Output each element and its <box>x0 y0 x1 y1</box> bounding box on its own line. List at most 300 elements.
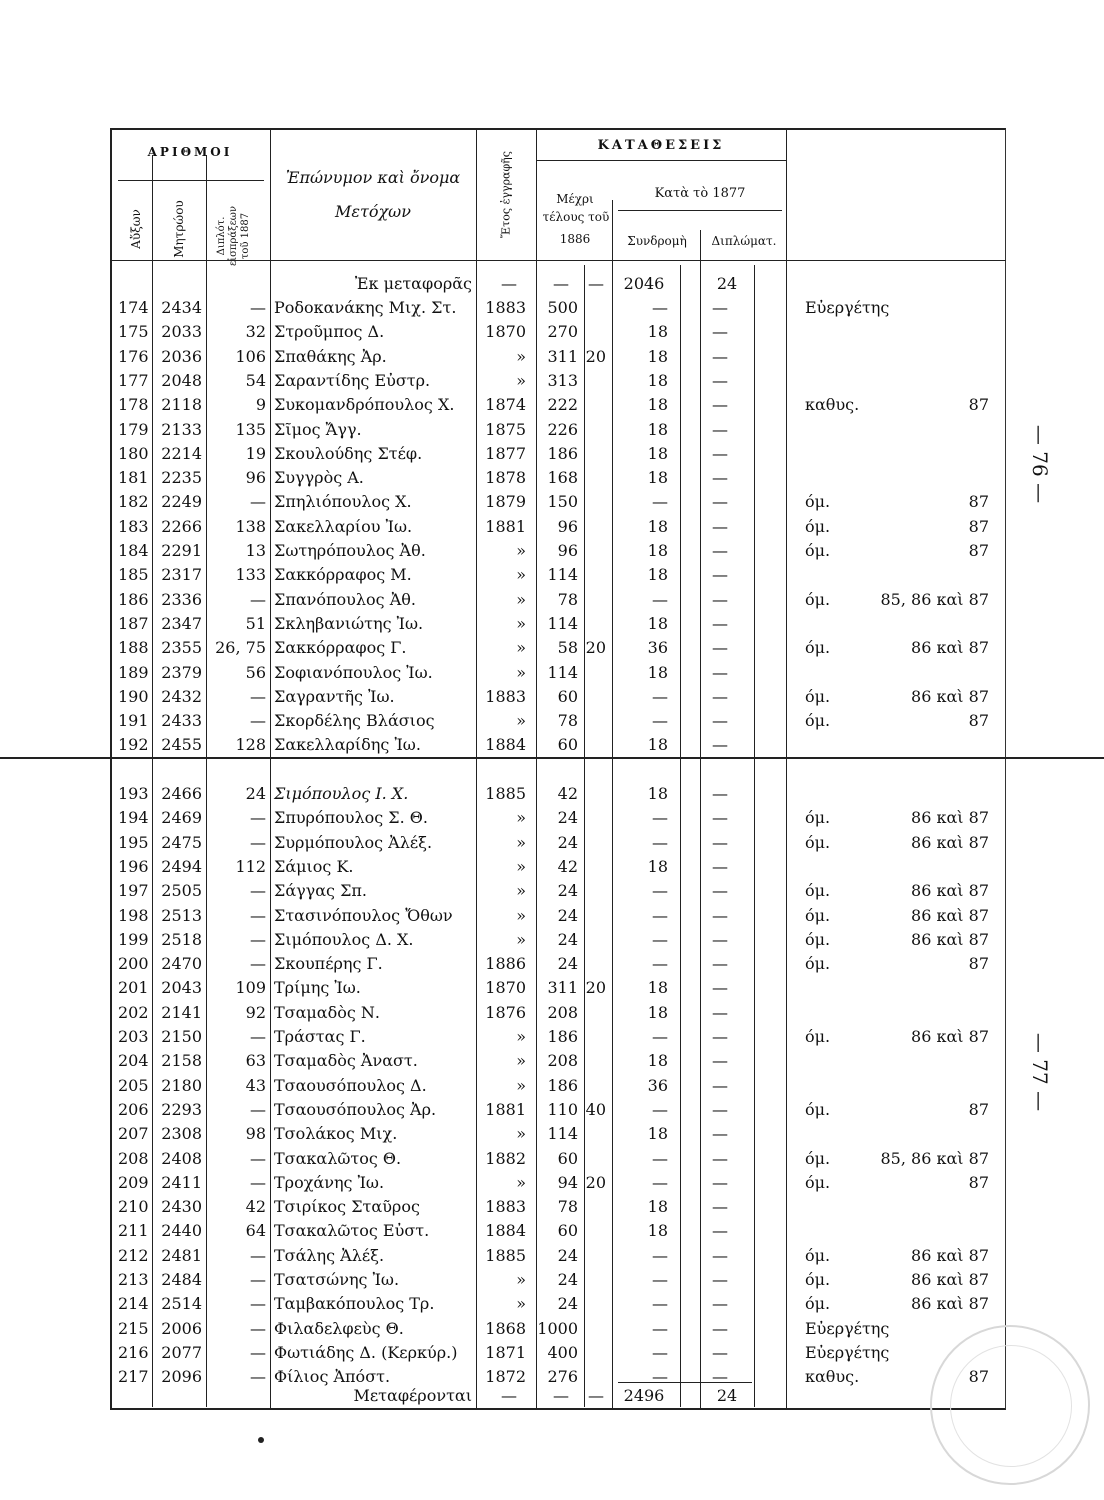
mexri-cell: 500 <box>547 298 578 317</box>
dipl-cell: 96 <box>245 468 266 488</box>
etos-cell: » <box>516 711 526 731</box>
mitroou-cell: 2411 <box>161 1172 202 1192</box>
name-cell: Τράστας Γ. <box>274 1027 366 1046</box>
auxon-cell: 214 <box>118 1294 149 1314</box>
diplomat-cell: — <box>712 1002 728 1022</box>
dipl-cell: 54 <box>245 370 266 390</box>
dipl-cell: — <box>250 1027 266 1046</box>
diplomat-cell: — <box>712 808 728 828</box>
mitroou-cell: 2141 <box>161 1002 202 1022</box>
mexri-cell: 186 <box>547 1075 578 1095</box>
diplomat-cell: — <box>712 1270 728 1289</box>
dipl-cell: 19 <box>245 443 266 463</box>
auxon-cell: 216 <box>118 1342 149 1362</box>
diplomat-cell: — <box>712 1124 728 1144</box>
note-cell: Εὐεργέτης <box>805 298 890 317</box>
dipl-cell: — <box>250 905 266 925</box>
diplomat-cell: — <box>712 686 728 706</box>
mitroou-cell: 2355 <box>161 638 202 658</box>
mitroou-cell: 2180 <box>161 1075 202 1095</box>
carry-out-row <box>110 1384 1010 1408</box>
mexri-cell: 42 <box>557 784 578 803</box>
etos-cell: 1886 <box>485 954 526 974</box>
syndromi-cell: — <box>652 929 668 949</box>
mexri-cell: 60 <box>557 735 578 755</box>
mexri-header-3: 1886 <box>559 232 591 246</box>
etos-cell: » <box>516 1027 526 1046</box>
diplomat-cell: — <box>712 832 728 852</box>
name-cell: Σῖμος Ἄγγ. <box>274 419 362 439</box>
mexri-cell: 24 <box>557 929 578 949</box>
syndromi-header: Συνδρομὴ <box>627 234 687 248</box>
mitroou-cell: 2133 <box>161 419 202 439</box>
diplomat-cell: — <box>712 1367 728 1387</box>
name-cell: Σακκόρραφος Μ. <box>274 565 412 585</box>
table-row <box>110 953 1010 975</box>
name-cell: Φίλιος Ἀπόστ. <box>274 1367 391 1387</box>
diplomat-cell: — <box>712 1197 728 1217</box>
syndromi-cell: — <box>652 905 668 925</box>
syndromi-cell: — <box>652 1245 668 1265</box>
table-row <box>110 589 1010 611</box>
name-cell: Σακελλαρίδης Ἰω. <box>274 735 421 755</box>
etos-cell: 1884 <box>485 735 526 755</box>
etos-cell: » <box>516 1172 526 1192</box>
mitroou-cell: 2235 <box>161 468 202 488</box>
dipl-cell: 92 <box>245 1002 266 1022</box>
table-row <box>110 467 1010 489</box>
mexri-cell: 186 <box>547 443 578 463</box>
auxon-cell: 204 <box>118 1051 149 1071</box>
etos-cell: » <box>516 1051 526 1071</box>
dipl-cell: — <box>250 1148 266 1168</box>
mitroou-cell: 2214 <box>161 443 202 463</box>
carry-in-syndromi: 2046 <box>623 274 665 293</box>
name-cell: Τσαουσόπουλος Δ. <box>274 1075 427 1095</box>
dipl-cell: 43 <box>245 1075 266 1095</box>
etos-cell: 1885 <box>485 1245 526 1265</box>
mitroou-cell: 2379 <box>161 662 202 682</box>
syndromi-cell: — <box>652 808 668 828</box>
mexri-cell: 311 <box>547 346 578 366</box>
auxon-cell: 206 <box>118 1099 149 1119</box>
syndromi-cell: — <box>652 1027 668 1046</box>
etos-cell: » <box>516 1294 526 1314</box>
auxon-cell: 207 <box>118 1124 149 1144</box>
dipl-cell: — <box>250 1270 266 1289</box>
table-row <box>110 297 1010 319</box>
auxon-cell: 202 <box>118 1002 149 1022</box>
etos-cell: 1884 <box>485 1221 526 1241</box>
mitroou-cell: 2293 <box>161 1099 202 1119</box>
mitroou-cell: 2033 <box>161 322 202 342</box>
mexri-cell: 78 <box>557 589 578 609</box>
syndromi-cell: 18 <box>647 516 668 536</box>
mitroou-cell: 2505 <box>161 881 202 901</box>
mexri-cell: 150 <box>547 492 578 512</box>
dipl-cell: — <box>250 1318 266 1338</box>
auxon-cell: 201 <box>118 978 149 998</box>
diplomat-cell: — <box>712 1148 728 1168</box>
diplomat-cell: — <box>712 589 728 609</box>
diplomat-cell: — <box>712 346 728 366</box>
table-row <box>110 856 1010 878</box>
mitroou-cell: 2469 <box>161 808 202 828</box>
dipl-cell: — <box>250 1099 266 1119</box>
carry-out-diplomat: 24 <box>716 1386 738 1405</box>
table-row <box>110 419 1010 441</box>
years-cell: 87 <box>968 541 989 560</box>
mitroou-cell: 2513 <box>161 905 202 925</box>
table-row <box>110 1269 1010 1291</box>
table-row <box>110 1342 1010 1364</box>
auxon-cell: 209 <box>118 1172 149 1192</box>
mexri-cell: 168 <box>547 468 578 488</box>
auxon-cell: 210 <box>118 1197 149 1217</box>
mitroou-cell: 2043 <box>161 978 202 998</box>
etos-cell: 1870 <box>485 322 526 342</box>
note-cell: Εὐεργέτης <box>805 1342 890 1362</box>
mexri-cell: 226 <box>547 419 578 439</box>
name-cell: Σαραντίδης Εὐστρ. <box>274 370 431 390</box>
arithmoi-brace <box>118 180 264 181</box>
syndromi-cell: 18 <box>647 468 668 488</box>
etos-cell: » <box>516 565 526 585</box>
auxon-cell: 188 <box>118 638 149 658</box>
syndromi-cell: 18 <box>647 784 668 803</box>
syndromi-cell: 18 <box>647 662 668 682</box>
syndromi-cell: — <box>652 1294 668 1314</box>
etos-cell: 1870 <box>485 978 526 998</box>
auxon-cell: 211 <box>118 1221 149 1241</box>
note-cell: όμ. <box>805 1148 831 1168</box>
kata-1877-header: Κατὰ τὸ 1877 <box>654 186 746 201</box>
mitroou-cell: 2408 <box>161 1148 202 1168</box>
diplomat-cell: — <box>712 322 728 342</box>
carry-in-etos: — <box>501 274 517 293</box>
mexri-cell: 24 <box>557 808 578 828</box>
mexri-cell: 1000 <box>537 1318 578 1338</box>
note-cell: όμ. <box>805 1099 831 1119</box>
years-cell: 87 <box>968 1367 989 1387</box>
note-cell: όμ. <box>805 492 831 512</box>
etos-cell: » <box>516 589 526 609</box>
syndromi-cell: 18 <box>647 443 668 463</box>
table-row <box>110 662 1010 684</box>
dipl-cell: 138 <box>235 516 266 536</box>
syndromi-cell: — <box>652 686 668 706</box>
mexri-cell: 208 <box>547 1051 578 1071</box>
name-cell: Τσαμαδὸς Ἀναστ. <box>274 1051 418 1071</box>
syndromi-cell: 36 <box>647 638 668 658</box>
name-cell: Φιλαδελφεὺς Θ. <box>274 1318 404 1338</box>
mexri-cell: 78 <box>557 711 578 731</box>
note-cell: καθυς. <box>805 395 860 415</box>
name-cell: Ταμβακόπουλος Τρ. <box>274 1294 435 1314</box>
table-row <box>110 783 1010 805</box>
auxon-cell: 176 <box>118 346 149 366</box>
auxon-cell: 186 <box>118 589 149 609</box>
note-cell: όμ. <box>805 1270 831 1289</box>
dipl-cell: 26, 75 <box>215 638 266 658</box>
table-row <box>110 1220 1010 1242</box>
diplomat-cell: — <box>712 370 728 390</box>
name-cell: Στασινόπουλος Ὄθων <box>274 905 453 925</box>
diplomat-cell: — <box>712 395 728 415</box>
etos-cell: » <box>516 1124 526 1144</box>
col-auxon-header: Αὔξων <box>129 209 143 249</box>
mitroou-cell: 2455 <box>161 735 202 755</box>
auxon-cell: 191 <box>118 711 149 731</box>
table-row <box>110 929 1010 951</box>
dipl-cell: 32 <box>245 322 266 342</box>
mitroou-cell: 2096 <box>161 1367 202 1387</box>
mexri-cell: 24 <box>557 1270 578 1289</box>
name-cell: Τσατσώνης Ἰω. <box>274 1270 400 1289</box>
syndromi-cell: — <box>652 298 668 317</box>
carry-in-row <box>110 272 1010 296</box>
dipl-cell: 24 <box>245 784 266 803</box>
dipl-cell: — <box>250 808 266 828</box>
dipl-cell: — <box>250 1294 266 1314</box>
auxon-cell: 200 <box>118 954 149 974</box>
etos-cell: » <box>516 929 526 949</box>
table-row <box>110 1026 1010 1048</box>
years-cell: 86 καὶ 87 <box>911 1027 989 1046</box>
years-cell: 86 καὶ 87 <box>911 929 989 949</box>
syndromi-cell: 18 <box>647 419 668 439</box>
diplomat-cell: — <box>712 1075 728 1095</box>
etos-cell: » <box>516 1270 526 1289</box>
auxon-cell: 175 <box>118 322 149 342</box>
note-cell: όμ. <box>805 1294 831 1314</box>
mitroou-cell: 2470 <box>161 954 202 974</box>
years-cell: 86 καὶ 87 <box>911 1245 989 1265</box>
mexri-cell: 114 <box>547 613 578 633</box>
etos-cell: 1883 <box>485 686 526 706</box>
name-cell: Σπαθάκης Ἀρ. <box>274 346 387 366</box>
syndromi-cell: 18 <box>647 346 668 366</box>
table-row <box>110 807 1010 829</box>
mitroou-cell: 2158 <box>161 1051 202 1071</box>
table-row <box>110 1099 1010 1121</box>
auxon-cell: 193 <box>118 784 149 803</box>
mitroou-cell: 2006 <box>161 1318 202 1338</box>
auxon-cell: 217 <box>118 1367 149 1387</box>
etos-cell: » <box>516 832 526 852</box>
mexri-cell: 114 <box>547 565 578 585</box>
mitroou-cell: 2336 <box>161 589 202 609</box>
auxon-cell: 187 <box>118 613 149 633</box>
diplomat-cell: — <box>712 735 728 755</box>
auxon-cell: 192 <box>118 735 149 755</box>
name-cell: Τροχάνης Ἰω. <box>274 1172 385 1192</box>
name-cell: Τσαμαδὸς Ν. <box>274 1002 380 1022</box>
carry-out-mexri-sub: — <box>588 1386 604 1405</box>
mexri-cell: 311 <box>547 978 578 998</box>
diplomat-cell: — <box>712 1245 728 1265</box>
mitroou-cell: 2440 <box>161 1221 202 1241</box>
dipl-cell: 106 <box>235 346 266 366</box>
mexri-cell: 78 <box>557 1197 578 1217</box>
syndromi-cell: — <box>652 589 668 609</box>
years-cell: 86 καὶ 87 <box>911 832 989 852</box>
years-cell: 87 <box>968 1172 989 1192</box>
col-dipl-header: Διπλότ. εἰσπράξεων τοῦ 1887 <box>216 205 251 267</box>
syndromi-cell: — <box>652 954 668 974</box>
name-cell: Σιμόπουλος Ι. Χ. <box>274 784 409 803</box>
dipl-cell: — <box>250 492 266 512</box>
syndromi-cell: 36 <box>647 1075 668 1095</box>
auxon-cell: 203 <box>118 1027 149 1046</box>
mexri-cell: 186 <box>547 1027 578 1046</box>
note-cell: όμ. <box>805 638 831 658</box>
carry-out-syndromi: 2496 <box>623 1386 665 1405</box>
auxon-cell: 181 <box>118 468 149 488</box>
table-row <box>110 1172 1010 1194</box>
mexri-cell: 110 <box>547 1099 578 1119</box>
name-cell: Σκουλούδης Στέφ. <box>274 443 423 463</box>
auxon-cell: 178 <box>118 395 149 415</box>
syndromi-cell: 18 <box>647 1221 668 1241</box>
carry-in-mexri-sub: — <box>588 274 604 293</box>
name-cell: Σκουπέρης Γ. <box>274 954 383 974</box>
table-row <box>110 613 1010 635</box>
carry-out-etos: — <box>501 1386 517 1405</box>
syndromi-cell: 18 <box>647 856 668 876</box>
diplomat-cell: — <box>712 662 728 682</box>
name-cell: Σακελλαρίου Ἰω. <box>274 516 413 536</box>
table-row <box>110 710 1010 732</box>
mitroou-cell: 2317 <box>161 565 202 585</box>
table-row <box>110 977 1010 999</box>
diplomat-cell: — <box>712 298 728 317</box>
syndromi-cell: 18 <box>647 395 668 415</box>
syndromi-cell: 18 <box>647 1051 668 1071</box>
col-name-header-2: Μετόχων <box>335 202 411 221</box>
mexri-cell: 94 <box>557 1172 578 1192</box>
mitroou-cell: 2077 <box>161 1342 202 1362</box>
table-row <box>110 637 1010 659</box>
mexri-cell: 276 <box>547 1367 578 1387</box>
note-cell: όμ. <box>805 1245 831 1265</box>
mexri-cell: 270 <box>547 322 578 342</box>
etos-cell: 1874 <box>485 395 526 415</box>
etos-cell: 1883 <box>485 1197 526 1217</box>
mitroou-cell: 2475 <box>161 832 202 852</box>
table-row <box>110 394 1010 416</box>
syndromi-cell: — <box>652 1172 668 1192</box>
syndromi-cell: 18 <box>647 1197 668 1217</box>
name-cell: Συκομανδρόπουλος Χ. <box>274 395 455 415</box>
table-row <box>110 1002 1010 1024</box>
dipl-cell: — <box>250 298 266 317</box>
auxon-cell: 197 <box>118 881 149 901</box>
carry-out-mexri: — <box>553 1386 569 1405</box>
mitroou-cell: 2518 <box>161 929 202 949</box>
syndromi-cell: 18 <box>647 978 668 998</box>
name-cell: Σάγγας Σπ. <box>274 881 368 901</box>
mexri-cell: 60 <box>557 686 578 706</box>
auxon-cell: 208 <box>118 1148 149 1168</box>
etos-cell: 1885 <box>485 784 526 803</box>
arithmoi-heading: ΑΡΙΘΜΟΙ <box>147 145 233 159</box>
name-cell: Συγγρὸς Α. <box>274 468 364 488</box>
table-row <box>110 1196 1010 1218</box>
dipl-cell: 9 <box>255 395 266 415</box>
syndromi-cell: 18 <box>647 1002 668 1022</box>
years-cell: 86 καὶ 87 <box>911 881 989 901</box>
auxon-cell: 174 <box>118 298 149 317</box>
diplomat-cell: — <box>712 954 728 974</box>
diplomat-cell: — <box>712 613 728 633</box>
years-cell: 85, 86 καὶ 87 <box>880 589 989 609</box>
mexri-cell: 60 <box>557 1221 578 1241</box>
syndromi-cell: — <box>652 711 668 731</box>
diplomat-cell: — <box>712 1318 728 1338</box>
name-cell: Σκορδέλης Βλάσιος <box>274 711 435 731</box>
dipl-cell: — <box>250 1342 266 1362</box>
carry-in-label: Ἐκ μεταφορᾶς <box>354 274 472 293</box>
mitroou-cell: 2249 <box>161 492 202 512</box>
name-cell: Σιμόπουλος Δ. Χ. <box>274 929 414 949</box>
dipl-cell: 51 <box>245 613 266 633</box>
years-cell: 85, 86 καὶ 87 <box>880 1148 989 1168</box>
dipl-cell: — <box>250 589 266 609</box>
diplomat-cell: — <box>712 419 728 439</box>
years-cell: 87 <box>968 954 989 974</box>
auxon-cell: 184 <box>118 541 149 560</box>
diplomat-cell: — <box>712 1342 728 1362</box>
note-cell: όμ. <box>805 1027 831 1046</box>
table-row <box>110 443 1010 465</box>
name-cell: Τσιρίκος Σταῦρος <box>274 1197 420 1217</box>
syndromi-cell: 18 <box>647 613 668 633</box>
etos-cell: 1883 <box>485 298 526 317</box>
mexri-cell: 58 <box>557 638 578 658</box>
auxon-cell: 213 <box>118 1270 149 1289</box>
auxon-cell: 215 <box>118 1318 149 1338</box>
mitroou-cell: 2494 <box>161 856 202 876</box>
mexri-cell: 42 <box>557 856 578 876</box>
mexri-cell: 24 <box>557 905 578 925</box>
dipl-cell: — <box>250 881 266 901</box>
mexri-header-1: Μέχρι <box>556 192 594 206</box>
library-seal-stamp <box>930 1325 1090 1485</box>
years-cell: 87 <box>968 395 989 415</box>
note-cell: όμ. <box>805 541 831 560</box>
name-cell: Τσάλης Ἀλέξ. <box>274 1245 385 1265</box>
mexri-cell: 24 <box>557 832 578 852</box>
dipl-cell: 56 <box>245 662 266 682</box>
note-cell: όμ. <box>805 954 831 974</box>
auxon-cell: 198 <box>118 905 149 925</box>
name-cell: Σπανόπουλος Ἀθ. <box>274 589 416 609</box>
syndromi-cell: 18 <box>647 735 668 755</box>
auxon-cell: 205 <box>118 1075 149 1095</box>
years-cell: 86 καὶ 87 <box>911 1294 989 1314</box>
note-cell: όμ. <box>805 711 831 731</box>
carry-in-mexri: — <box>553 274 569 293</box>
auxon-cell: 185 <box>118 565 149 585</box>
syndromi-cell: 18 <box>647 541 668 560</box>
auxon-cell: 212 <box>118 1245 149 1265</box>
years-cell: 87 <box>968 1099 989 1119</box>
carry-out-label: Μεταφέρονται <box>353 1386 472 1405</box>
name-cell: Σκληβανιώτης Ἰω. <box>274 613 424 633</box>
auxon-cell: 194 <box>118 808 149 828</box>
name-cell: Φωτιάδης Δ. (Κερκύρ.) <box>274 1342 458 1362</box>
